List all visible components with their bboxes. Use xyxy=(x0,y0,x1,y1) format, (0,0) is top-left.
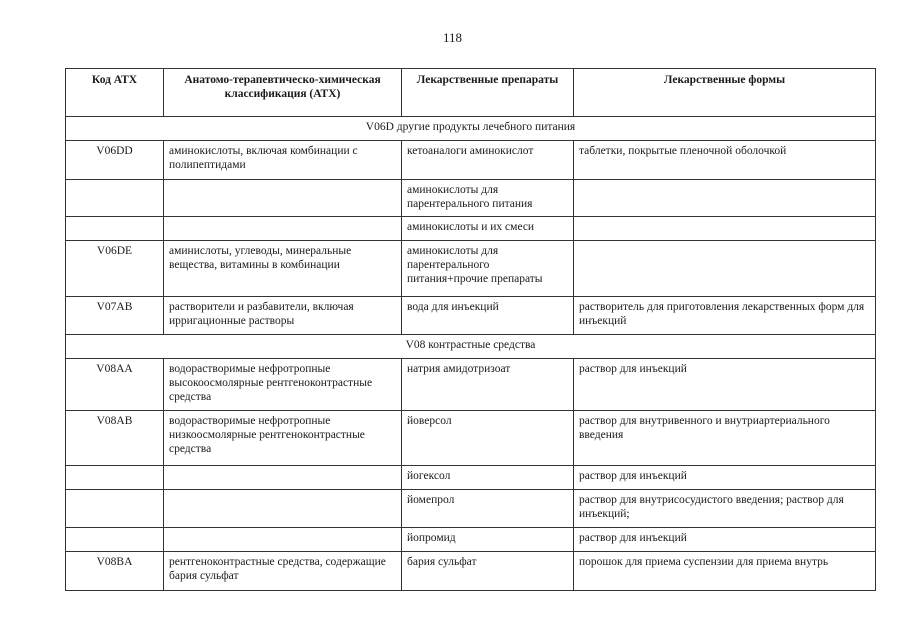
atx-table xyxy=(65,68,876,591)
table-row xyxy=(66,241,876,297)
row-drug: кетоаналоги аминокислот xyxy=(402,141,574,180)
row-classification: аминокислоты, включая комбинации с полипептидами xyxy=(164,141,402,180)
row-drug: йоверсол xyxy=(402,411,574,466)
row-form: раствор для инъекций xyxy=(574,359,876,411)
row-classification xyxy=(164,490,402,528)
row-form: таблетки, покрытые пленочной оболочкой xyxy=(574,141,876,180)
row-drug: йопромид xyxy=(402,528,574,552)
section-title: V06D другие продукты лечебного питания xyxy=(66,117,876,141)
row-drug: аминокислоты для парентерального питания xyxy=(402,180,574,217)
row-code xyxy=(66,490,164,528)
table-row xyxy=(66,466,876,490)
table-row xyxy=(66,490,876,528)
col-header-drugs: Лекарственные препараты xyxy=(402,69,574,117)
row-form: порошок для приема суспензии для приема внутрь xyxy=(574,552,876,591)
page-number: 118 xyxy=(442,30,463,45)
row-form: раствор для инъекций xyxy=(574,466,876,490)
row-classification: рентгеноконтрастные средства, содержащие бария сульфат xyxy=(164,552,402,591)
header-row xyxy=(66,69,876,117)
row-form: раствор для внутрисосудистого введения; раствор для инъекций; xyxy=(574,490,876,528)
row-classification: водорастворимые нефротропные низкоосмолярные рентгеноконтрастные средства xyxy=(164,411,402,466)
table-row xyxy=(66,411,876,466)
row-code: V06DE xyxy=(66,241,164,297)
row-drug: аминокислоты и их смеси xyxy=(402,217,574,241)
row-code xyxy=(66,180,164,217)
col-header-classification: Анатомо-терапевтическо-химическая классификация (АТХ) xyxy=(164,69,402,117)
table-row xyxy=(66,180,876,217)
row-form: раствор для инъекций xyxy=(574,528,876,552)
row-drug: вода для инъекций xyxy=(402,297,574,335)
section-title: V08 контрастные средства xyxy=(66,335,876,359)
table-row xyxy=(66,552,876,591)
section-row xyxy=(66,335,876,359)
table-row xyxy=(66,359,876,411)
col-header-forms: Лекарственные формы xyxy=(574,69,876,117)
row-classification: водорастворимые нефротропные высокоосмолярные рентгеноконтрастные средства xyxy=(164,359,402,411)
row-form: раствор для внутривенного и внутриартериального введения xyxy=(574,411,876,466)
row-classification xyxy=(164,217,402,241)
row-drug: йогексол xyxy=(402,466,574,490)
row-form xyxy=(574,180,876,217)
row-classification: аминислоты, углеводы, минеральные вещества, витамины в комбинации xyxy=(164,241,402,297)
row-code xyxy=(66,217,164,241)
row-code xyxy=(66,528,164,552)
row-code: V08AB xyxy=(66,411,164,466)
row-code xyxy=(66,466,164,490)
row-form xyxy=(574,241,876,297)
table-row xyxy=(66,528,876,552)
row-code: V08AA xyxy=(66,359,164,411)
col-header-code: Код АТХ xyxy=(66,69,164,117)
table-row xyxy=(66,141,876,180)
row-form xyxy=(574,217,876,241)
table-row xyxy=(66,217,876,241)
row-drug: йомепрол xyxy=(402,490,574,528)
table-row xyxy=(66,297,876,335)
row-drug: натрия амидотризоат xyxy=(402,359,574,411)
row-code: V06DD xyxy=(66,141,164,180)
row-code: V07AB xyxy=(66,297,164,335)
row-form: растворитель для приготовления лекарственных форм для инъекций xyxy=(574,297,876,335)
row-classification xyxy=(164,466,402,490)
row-drug: бария сульфат xyxy=(402,552,574,591)
row-classification xyxy=(164,528,402,552)
row-classification: растворители и разбавители, включая ирригационные растворы xyxy=(164,297,402,335)
row-code: V08BA xyxy=(66,552,164,591)
row-classification xyxy=(164,180,402,217)
section-row xyxy=(66,117,876,141)
row-drug: аминокислоты для парентерального питания+прочие препараты xyxy=(402,241,574,297)
